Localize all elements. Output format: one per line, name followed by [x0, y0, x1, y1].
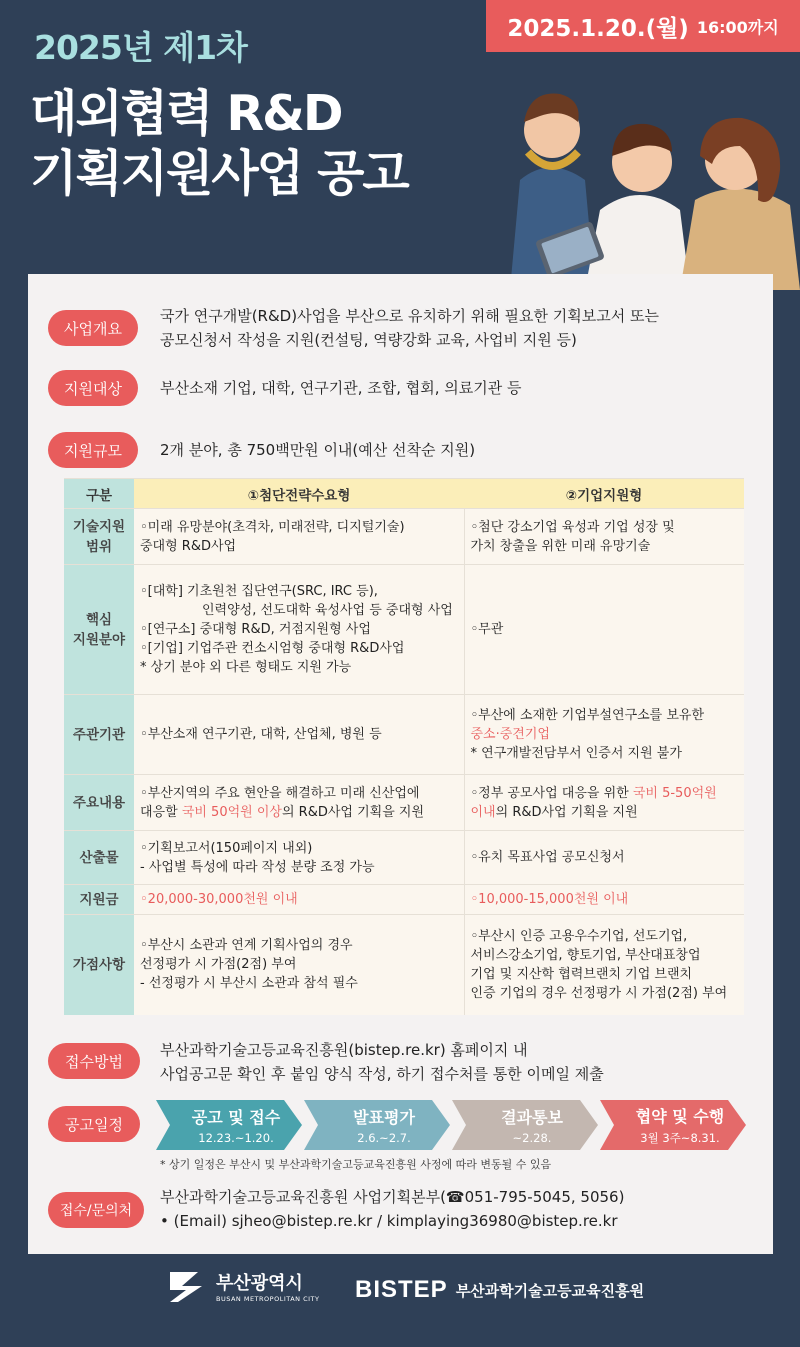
overview-text-line-1: 국가 연구개발(R&D)사업을 부산으로 유치하기 위해 필요한 기획보고서 또는 [160, 307, 659, 325]
row-label [64, 509, 134, 565]
overview-label: 사업개요 [48, 310, 138, 346]
cell-line: 인력양성, 선도대학 육성사업 등 중대형 사업 [202, 603, 453, 618]
deadline-banner [486, 0, 800, 52]
cell-line: ◦미래 유망분야(초격차, 미래전략, 디지털기술) [140, 519, 405, 535]
cell-line: ◦[대학] 기초원천 집단연구(SRC, IRC 등), [140, 584, 378, 599]
cell-line: ◦부산시 소관과 연계 기획사업의 경우 [140, 938, 353, 954]
table-row [64, 831, 744, 885]
apply-text-line-1: 부산과학기술고등교육진흥원(bistep.re.kr) 홈페이지 내 [160, 1041, 528, 1059]
step-label: 공고 및 접수 [191, 1108, 281, 1127]
deadline-time: 16:00까지 [696, 17, 779, 37]
row-label-line: 주요내용 [72, 794, 126, 811]
row-label-line: 지원분야 [72, 631, 126, 648]
cell-line: 기업 및 지산학 협력브랜치 기업 브랜치 [470, 966, 693, 982]
cell-line: - 선정평가 시 부산시 소관과 참석 필수 [140, 976, 358, 992]
row-label [64, 885, 134, 915]
row-label-line: 산출물 [79, 849, 119, 866]
apply-text [160, 1038, 604, 1086]
row-label-line: 핵심 [85, 611, 113, 628]
step-date: 12.23.~1.20. [198, 1131, 274, 1145]
cell-type-2 [464, 695, 744, 775]
step-date: 3월 3주~8.31. [640, 1131, 720, 1145]
contact-phone: 부산과학기술고등교육진흥원 사업기획본부(☎051-795-5045, 5056) [160, 1188, 625, 1206]
page-subtitle: 2025년 제1차 [34, 28, 247, 67]
step-3 [452, 1100, 598, 1150]
cell-line: ◦부산시 인증 고용우수기업, 선도기업, [470, 928, 688, 944]
contact-email[interactable]: • (Email) sjheo@bistep.re.kr / kimplaying36980@bistep.re.kr [160, 1212, 618, 1230]
cell-type-2 [464, 565, 744, 695]
cell-text: 대응할 [140, 804, 182, 820]
step-date: ~2.28. [512, 1131, 552, 1145]
apply-text-line-2: 사업공고문 확인 후 붙임 양식 작성, 하기 접수처를 통한 이메일 제출 [160, 1065, 604, 1083]
apply-label: 접수방법 [48, 1043, 140, 1079]
cell-type-2 [464, 509, 744, 565]
cell-type-2: ◦10,000-15,000천원 이내 [464, 885, 744, 915]
cell-type-2 [464, 915, 744, 1015]
cell-text: 의 R&D사업 기획을 지원 [281, 804, 425, 820]
cell-line: ◦부산에 소재한 기업부설연구소를 보유한 [470, 708, 705, 723]
table-row [64, 915, 744, 1015]
row-label [64, 565, 134, 695]
busan-name: 부산광역시 [216, 1273, 303, 1294]
row-label-line: 기술지원 [72, 518, 126, 535]
row-label [64, 695, 134, 775]
cell-line: ◦첨단 강소기업 육성과 기업 성장 및 [470, 519, 675, 535]
cell-text: 의 R&D사업 기획을 지원 [495, 804, 638, 820]
row-label [64, 915, 134, 1015]
cell-text: ◦정부 공모사업 대응을 위한 [470, 785, 633, 801]
step-label: 결과통보 [501, 1108, 563, 1127]
cell-line: 서비스강소기업, 향토기업, 부산대표창업 [470, 947, 701, 963]
cell-line [471, 803, 739, 822]
cell-line: - 사업별 특성에 따라 작성 분량 조정 가능 [140, 859, 375, 875]
table-header-type-1: ①첨단전략수요형 [134, 479, 464, 509]
cell-line: 선정평가 시 가점(2점) 부여 [140, 957, 297, 973]
row-label [64, 775, 134, 831]
table-row [64, 565, 744, 695]
schedule-note: * 상기 일정은 부산시 및 부산과학기술고등교육진흥원 사정에 따라 변동될 수 있음 [160, 1158, 552, 1171]
row-label [64, 831, 134, 885]
row-label-line: 지원금 [79, 891, 119, 908]
busan-name-en: BUSAN METROPOLITAN CITY [216, 1295, 320, 1303]
support-table [64, 478, 744, 1015]
cell-line: 인증 기업의 경우 선정평가 시 가점(2점) 부여 [470, 985, 728, 1001]
cell-line: ◦무관 [470, 622, 504, 637]
step-date: 2.6.~2.7. [357, 1131, 411, 1145]
cell-text-highlight: 이내 [470, 804, 496, 820]
target-text: 부산소재 기업, 대학, 연구기관, 조합, 협회, 의료기관 등 [160, 379, 522, 397]
cell-line-highlight: 중소·중견기업 [470, 727, 550, 742]
scale-text: 2개 분야, 총 750백만원 이내(예산 선착순 지원) [160, 441, 476, 459]
cell-type-1: ◦20,000-30,000천원 이내 [134, 885, 464, 915]
row-label-line: 범위 [85, 538, 113, 555]
row-label-line: 가점사항 [72, 956, 126, 973]
busan-city-logo [168, 1268, 319, 1304]
cell-line: ◦기획보고서(150페이지 내외) [140, 840, 313, 856]
cell-type-1 [134, 831, 464, 885]
schedule-label: 공고일정 [48, 1106, 140, 1142]
cell-line [140, 803, 460, 822]
title-line-1: 대외협력 R&D [30, 85, 342, 142]
cell-line: * 연구개발전담부서 인증서 지원 불가 [470, 746, 682, 761]
cell-line: ◦유치 목표사업 공모신청서 [470, 850, 625, 865]
cell-line: ◦[연구소] 중대형 R&D, 거점지원형 사업 [140, 622, 371, 637]
table-header-row [64, 479, 744, 509]
table-row [64, 509, 744, 565]
scale-label: 지원규모 [48, 432, 138, 468]
table-row [64, 775, 744, 831]
step-4 [600, 1100, 746, 1150]
table-row [64, 695, 744, 775]
target-label: 지원대상 [48, 370, 138, 406]
step-label: 발표평가 [353, 1108, 415, 1127]
cell-text-highlight: 국비 50억원 이상 [181, 804, 282, 820]
busan-logo-icon [168, 1268, 208, 1304]
step-label: 협약 및 수행 [635, 1107, 725, 1126]
cell-line: 중대형 R&D사업 [140, 538, 237, 554]
title-line-2: 기획지원사업 공고 [30, 145, 408, 202]
cell-line: * 상기 분야 외 다른 형태도 지원 가능 [140, 660, 352, 675]
page-title [30, 84, 408, 204]
table-row [64, 885, 744, 915]
bistep-logo [355, 1276, 644, 1304]
cell-type-1 [134, 775, 464, 831]
deadline-date: 2025.1.20.(월) [507, 15, 689, 42]
cell-line: ◦부산지역의 주요 현안을 해결하고 미래 신산업에 [140, 785, 420, 801]
row-label-line: 주관기관 [72, 726, 126, 743]
cell-type-1 [134, 565, 464, 695]
cell-line: ◦부산소재 연구기관, 대학, 산업체, 병원 등 [140, 727, 382, 742]
table-header-type-2: ②기업지원형 [464, 479, 744, 509]
cell-line [471, 784, 739, 803]
cell-type-2 [464, 775, 744, 831]
cell-type-1 [134, 915, 464, 1015]
contact-text [160, 1185, 624, 1233]
cell-line: 가치 창출을 위한 미래 유망기술 [470, 538, 651, 554]
bistep-name: 부산과학기술고등교육진흥원 [455, 1281, 645, 1300]
overview-text-line-2: 공모신청서 작성을 지원(컨설팅, 역량강화 교육, 사업비 지원 등) [160, 331, 577, 349]
step-1 [156, 1100, 302, 1150]
people-illustration [490, 60, 800, 290]
step-2 [304, 1100, 450, 1150]
cell-type-2 [464, 831, 744, 885]
cell-text-highlight: 국비 5-50억원 [632, 785, 717, 801]
cell-type-1 [134, 509, 464, 565]
schedule-steps [156, 1100, 746, 1150]
cell-line: ◦[기업] 기업주관 컨소시엄형 중대형 R&D사업 [140, 641, 405, 656]
contact-label: 접수/문의처 [48, 1192, 144, 1228]
cell-type-1 [134, 695, 464, 775]
overview-text [160, 304, 659, 352]
bistep-wordmark: BISTEP [355, 1276, 448, 1303]
table-header-category: 구분 [64, 479, 134, 509]
